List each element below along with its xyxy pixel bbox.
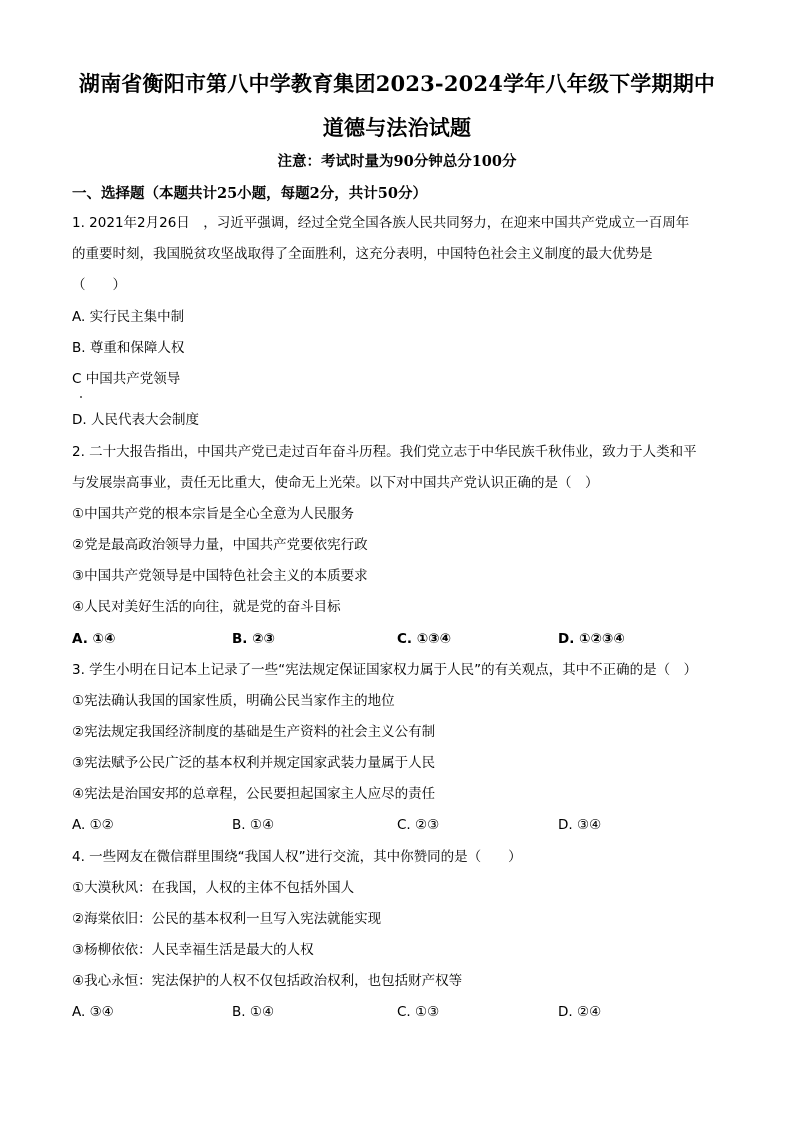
q4-item-2: ②海棠依旧：公民的基本权利一旦写入宪法就能实现 (72, 911, 382, 927)
q3-choice-b[interactable]: B. ①④ (232, 817, 275, 833)
q4-stem-line1: 4. 一些网友在微信群里围绕“我国人权”进行交流，其中你赞同的是（ ） (72, 849, 522, 865)
q3-choice-a[interactable]: A. ①② (72, 817, 114, 833)
q4-item-4: ④我心永恒：宪法保护的人权不仅包括政治权利，也包括财产权等 (72, 973, 463, 989)
q2-item-1: ①中国共产党的根本宗旨是全心全意为人民服务 (72, 506, 355, 522)
q1-option-a[interactable]: A. 实行民主集中制 (72, 309, 185, 325)
exam-title-line1: 湖南省衡阳市第八中学教育集团2023-2024学年八年级下学期期中 (78, 71, 716, 96)
q1-option-b[interactable]: B. 尊重和保障人权 (72, 340, 185, 356)
q2-stem-line2: 与发展崇高事业，责任无比重大，使命无上光荣。以下对中国共产党认识正确的是（ ） (72, 475, 599, 491)
q4-choice-b[interactable]: B. ①④ (232, 1004, 275, 1020)
q2-item-3: ③中国共产党领导是中国特色社会主义的本质要求 (72, 568, 368, 584)
exam-notice: 注意：考试时量为90分钟总分100分 (277, 153, 517, 170)
q4-item-3: ③杨柳依依：人民幸福生活是最大的人权 (72, 942, 314, 958)
q2-choice-a[interactable]: A. ①④ (72, 631, 116, 647)
q3-item-4: ④宪法是治国安邦的总章程，公民要担起国家主人应尽的责任 (72, 786, 436, 802)
section-heading: 一、选择题（本题共计25小题，每题2分，共计50分） (72, 185, 427, 202)
q4-choice-d[interactable]: D. ②④ (558, 1004, 602, 1020)
q2-item-4: ④人民对美好生活的向往，就是党的奋斗目标 (72, 599, 341, 615)
stray-dot (80, 396, 82, 398)
q2-choice-c[interactable]: C. ①③④ (397, 631, 452, 647)
q1-option-d[interactable]: D. 人民代表大会制度 (72, 412, 199, 428)
q2-item-2: ②党是最高政治领导力量，中国共产党要依宪行政 (72, 537, 368, 553)
q2-choice-d[interactable]: D. ①②③④ (558, 631, 625, 647)
q4-choice-a[interactable]: A. ③④ (72, 1004, 114, 1020)
q3-choice-c[interactable]: C. ②③ (397, 817, 440, 833)
q2-choice-b[interactable]: B. ②③ (232, 631, 275, 647)
q4-item-1: ①大漠秋风：在我国，人权的主体不包括外国人 (72, 880, 355, 896)
q1-option-c[interactable]: C 中国共产党领导 (72, 371, 181, 387)
q3-item-2: ②宪法规定我国经济制度的基础是生产资料的社会主义公有制 (72, 724, 436, 740)
q3-item-3: ③宪法赋予公民广泛的基本权利并规定国家武装力量属于人民 (72, 755, 436, 771)
q1-stem-line1: 1. 2021年2月26日 ，习近平强调，经过全党全国各族人民共同努力，在迎来中国共产党成立一百周年 (72, 215, 690, 231)
q3-item-1: ①宪法确认我国的国家性质，明确公民当家作主的地位 (72, 693, 395, 709)
q1-stem-line2: 的重要时刻，我国脱贫攻坚战取得了全面胜利，这充分表明，中国特色社会主义制度的最大优势是 (72, 246, 653, 262)
q2-stem-line1: 2. 二十大报告指出，中国共产党已走过百年奋斗历程。我们党立志于中华民族千秋伟业，致力于人类和平 (72, 444, 697, 460)
q1-stem-line3: （ ） (72, 277, 126, 293)
q3-stem-line1: 3. 学生小明在日记本上记录了一些“宪法规定保证国家权力属于人民”的有关观点，其中不正确的是（ ） (72, 662, 698, 678)
q3-choice-d[interactable]: D. ③④ (558, 817, 602, 833)
q4-choice-c[interactable]: C. ①③ (397, 1004, 440, 1020)
exam-title-line2: 道德与法治试题 (322, 115, 472, 140)
